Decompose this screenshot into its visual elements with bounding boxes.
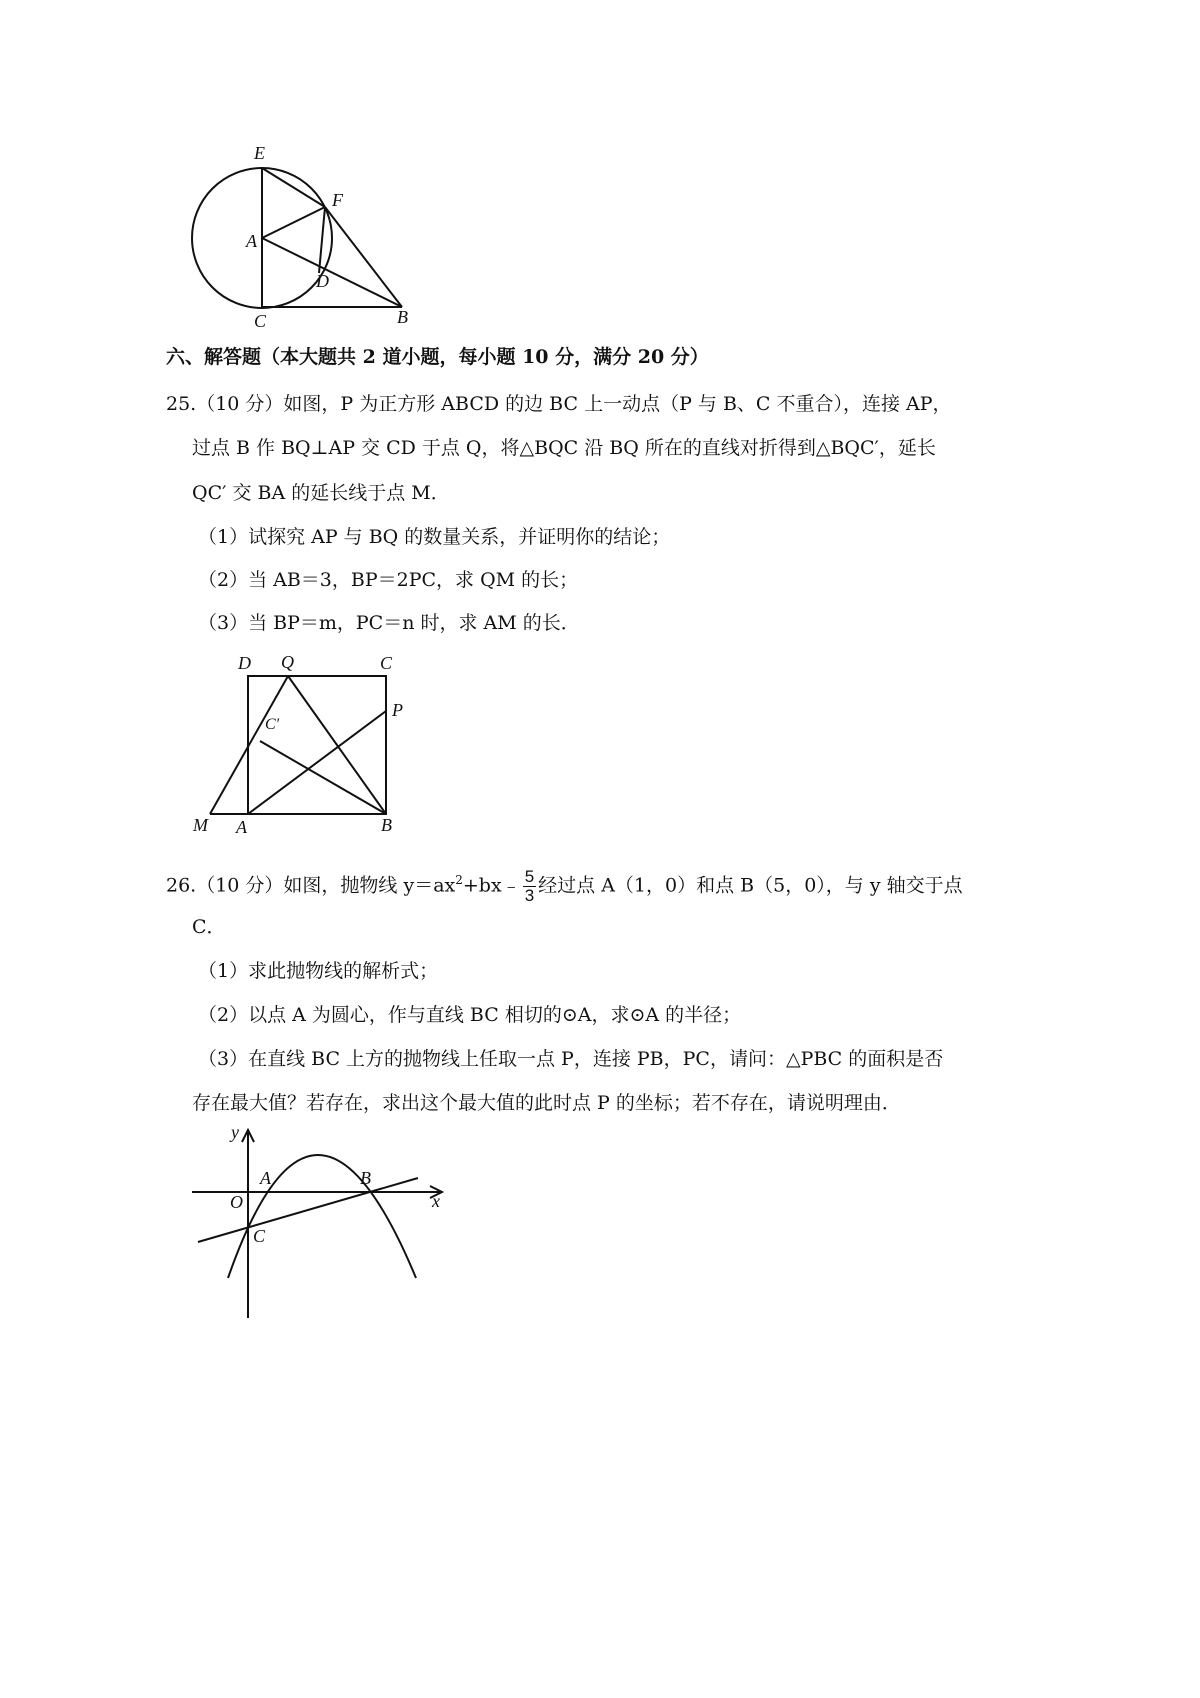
label-f: F [332, 190, 343, 210]
q26-line2: C． [192, 916, 226, 938]
label-o: O [230, 1192, 243, 1212]
label-b: B [381, 815, 392, 835]
q26-sub1: （1）求此抛物线的解析式； [198, 960, 439, 982]
q25-line2: 过点 B 作 BQ⊥AP 交 CD 于点 Q，将△BQC 沿 BQ 所在的直线对折得到△BQC′，延长 [192, 437, 936, 459]
section-heading: 六、解答题（本大题共 2 道小题，每小题 10 分，满分 20 分） [166, 346, 709, 368]
fraction-denominator: 3 [524, 885, 535, 905]
label-b: B [360, 1168, 371, 1188]
label-c: C [380, 653, 393, 673]
q25-sub3: （3）当 BP＝m，PC＝n 时，求 AM 的长． [198, 612, 580, 634]
q25-line1: 25.（10 分）如图，P 为正方形 ABCD 的边 BC 上一动点（P 与 B、C 不重合），连接 AP， [166, 393, 952, 415]
label-b: B [397, 307, 408, 327]
label-d: D [238, 653, 251, 673]
fraction-numerator: 5 [524, 866, 535, 886]
q25-sub2: （2）当 AB＝3，BP＝2PC，求 QM 的长； [198, 569, 579, 591]
q25-line3: QC′ 交 BA 的延长线于点 M． [192, 482, 450, 504]
q26-sub2: （2）以点 A 为圆心，作与直线 BC 相切的⊙A，求⊙A 的半径； [198, 1004, 742, 1026]
label-c: C [254, 311, 267, 331]
q26-suffix: 经过点 A（1，0）和点 B（5，0），与 y 轴交于点 [538, 874, 963, 897]
label-a: A [260, 1168, 271, 1188]
label-c-prime: C′ [265, 716, 280, 733]
label-a: A [236, 817, 247, 837]
q26-prefix: 26.（10 分）如图，抛物线 y＝ax [166, 874, 456, 897]
label-x: x [432, 1191, 440, 1211]
label-c: C [253, 1226, 266, 1246]
q26-mid: +bx﹣ [462, 874, 521, 897]
label-e: E [254, 143, 265, 163]
label-d: D [316, 271, 329, 291]
q25-sub1: （1）试探究 AP 与 BQ 的数量关系，并证明你的结论； [198, 526, 671, 548]
q26-sub3a: （3）在直线 BC 上方的抛物线上任取一点 P，连接 PB，PC，请问：△PBC 的面积是否 [198, 1048, 944, 1070]
parabola [228, 1155, 416, 1278]
q26-sub3b: 存在最大值？若存在，求出这个最大值的此时点 P 的坐标；若不存在，请说明理由． [192, 1092, 901, 1114]
label-m: M [193, 815, 208, 835]
label-p: P [392, 700, 403, 720]
label-y: y [231, 1122, 239, 1142]
label-a: A [246, 231, 257, 251]
label-q: Q [281, 652, 294, 672]
q26-exponent: 2 [455, 873, 463, 887]
